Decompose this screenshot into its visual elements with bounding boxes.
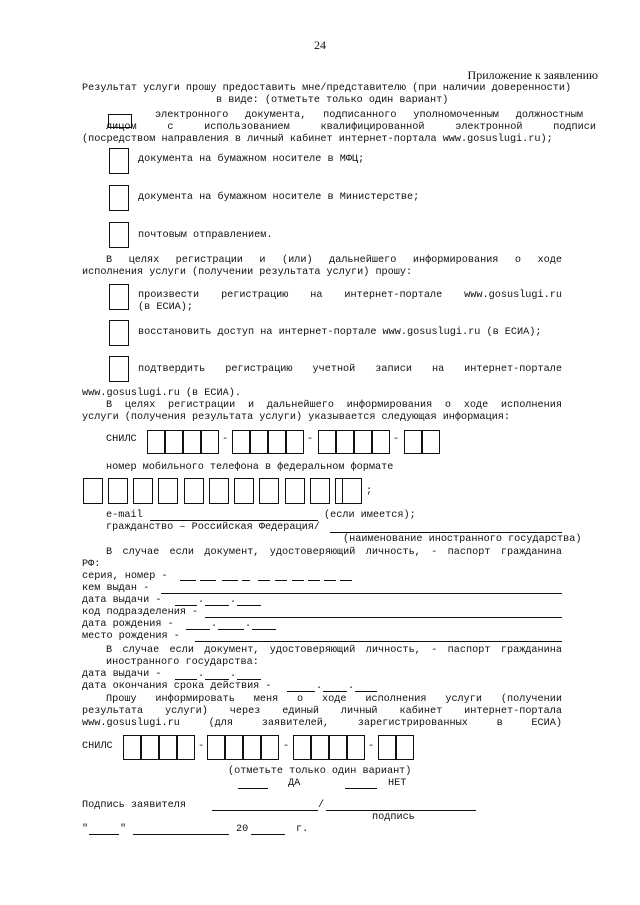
notify-snils-digit-box[interactable] xyxy=(207,735,225,760)
number-digit-line[interactable] xyxy=(292,580,304,581)
date-dot: . xyxy=(245,619,252,630)
number-digit-line[interactable] xyxy=(308,580,320,581)
notify-snils-digit-box[interactable] xyxy=(243,735,261,760)
snils-digit-box[interactable] xyxy=(165,430,183,454)
foreign-issue-day-line[interactable] xyxy=(175,679,197,680)
checkbox-post[interactable] xyxy=(109,222,129,248)
foreign-issue-month-line[interactable] xyxy=(205,679,229,680)
registration-intro-1: В целях регистрации и (или) дальнейшего информирования о ходе xyxy=(106,255,562,266)
opt-confirm-1: подтвердить регистрацию учетной записи на интернет-портале xyxy=(138,364,562,375)
expiry-date-label: дата окончания срока действия - xyxy=(82,681,272,692)
sign-day-line[interactable] xyxy=(89,834,119,835)
signature-input-line[interactable] xyxy=(212,810,318,811)
snils-digit-box[interactable] xyxy=(201,430,219,454)
yes-mark-line[interactable] xyxy=(238,788,268,789)
info-intro-1: В целях регистрации и дальнейшего информирования о ходе исполнения xyxy=(106,400,562,411)
checkbox-ministry[interactable] xyxy=(109,185,129,211)
phone-digit-box[interactable] xyxy=(209,478,229,504)
notify-snils-separator: - xyxy=(198,741,205,752)
notify-snils-digit-box[interactable] xyxy=(225,735,243,760)
birth-year-line[interactable] xyxy=(252,629,276,630)
opt-electronic-3: (посредством направления в личный кабинет интернет-портала www.gosuslugi.ru); xyxy=(82,134,553,145)
date-quote-open: " xyxy=(82,824,89,835)
result-line-1: Результат услуги прошу предоставить мне/представителю (при наличии доверенности) xyxy=(82,83,572,94)
phone-digit-box[interactable] xyxy=(158,478,178,504)
phone-digit-box[interactable] xyxy=(108,478,128,504)
passport-foreign-intro-2: иностранного государства: xyxy=(106,657,259,668)
phone-digit-box[interactable] xyxy=(342,478,362,504)
series-digit-line[interactable] xyxy=(242,580,250,581)
date-quote-close: " xyxy=(120,824,127,835)
year-suffix: г. xyxy=(296,824,309,835)
snils-digit-box[interactable] xyxy=(147,430,165,454)
snils-separator: - xyxy=(222,434,229,445)
snils-separator: - xyxy=(393,434,400,445)
sign-year-line[interactable] xyxy=(251,834,285,835)
notify-snils-digit-box[interactable] xyxy=(329,735,347,760)
notify-snils-digit-box[interactable] xyxy=(261,735,279,760)
phone-digit-box[interactable] xyxy=(234,478,254,504)
signature-label: Подпись заявителя xyxy=(82,800,186,811)
issue-year-line[interactable] xyxy=(237,605,261,606)
subdivision-code-label: код подразделения - xyxy=(82,607,199,618)
email-input-line[interactable] xyxy=(150,520,318,521)
citizenship-label: гражданство – Российская Федерация/ xyxy=(106,522,320,533)
snils-digit-box[interactable] xyxy=(372,430,390,454)
expiry-day-line[interactable] xyxy=(287,691,315,692)
notify-snils-separator: - xyxy=(368,741,375,752)
notify-line-3: www.gosuslugi.ru (для заявителей, зарегистрированных в ЕСИА) xyxy=(82,718,562,729)
snils-digit-box[interactable] xyxy=(183,430,201,454)
appendix-header: Приложение к заявлению xyxy=(467,68,598,82)
checkbox-register[interactable] xyxy=(109,284,129,310)
date-dot: . xyxy=(198,595,205,606)
notify-snils-digit-box[interactable] xyxy=(159,735,177,760)
notify-line-1: Прошу информировать меня о ходе исполнения услуги (получении xyxy=(106,694,562,705)
notify-snils-digit-box[interactable] xyxy=(347,735,365,760)
birth-place-input-line[interactable] xyxy=(195,641,562,642)
phone-digit-box[interactable] xyxy=(184,478,204,504)
result-line-2: в виде: (отметьте только один вариант) xyxy=(216,95,449,106)
signature-slash: / xyxy=(318,800,325,811)
birth-month-line[interactable] xyxy=(218,629,244,630)
snils-digit-box[interactable] xyxy=(232,430,250,454)
issue-month-line[interactable] xyxy=(205,605,229,606)
opt-electronic-1: электронного документа, подписанного уполномоченным должностным xyxy=(155,110,583,121)
expiry-year-line[interactable] xyxy=(355,691,377,692)
date-dot: . xyxy=(230,669,237,680)
registration-intro-2: исполнения услуги (получении результата услуги) прошу: xyxy=(82,267,413,278)
phone-digit-box[interactable] xyxy=(285,478,305,504)
date-dot: . xyxy=(230,595,237,606)
number-digit-line[interactable] xyxy=(340,580,352,581)
notify-snils-digit-box[interactable] xyxy=(378,735,396,760)
snils-digit-box[interactable] xyxy=(422,430,440,454)
no-mark-line[interactable] xyxy=(345,788,377,789)
expiry-month-line[interactable] xyxy=(323,691,347,692)
issue-day-line[interactable] xyxy=(175,605,197,606)
series-label: серия, номер - xyxy=(82,571,168,582)
phone-digit-box[interactable] xyxy=(310,478,330,504)
phone-digit-box[interactable] xyxy=(259,478,279,504)
snils-digit-box[interactable] xyxy=(336,430,354,454)
subdivision-code-input-line[interactable] xyxy=(205,617,562,618)
passport-foreign-intro-1: В случае если документ, удостоверяющий личность, - паспорт гражданина xyxy=(106,645,562,656)
series-digit-line[interactable] xyxy=(222,580,238,581)
opt-ministry: документа на бумажном носителе в Министерстве; xyxy=(138,192,420,203)
sign-month-line[interactable] xyxy=(133,834,229,835)
opt-restore: восстановить доступ на интернет-портале www.gosuslugi.ru (в ЕСИА); xyxy=(138,327,542,338)
notify-snils-digit-box[interactable] xyxy=(396,735,414,760)
number-digit-line[interactable] xyxy=(258,580,270,581)
issued-by-label: кем выдан - xyxy=(82,583,150,594)
opt-register-1: произвести регистрацию на интернет-портале www.gosuslugi.ru xyxy=(138,290,562,301)
passport-rf-intro-1: В случае если документ, удостоверяющий личность, - паспорт гражданина xyxy=(106,547,562,558)
passport-rf-intro-2: РФ: xyxy=(82,559,101,570)
issued-by-input-line[interactable] xyxy=(161,593,562,594)
signature-caption: подпись xyxy=(372,812,415,823)
page-number: 24 xyxy=(314,38,326,52)
opt-confirm-2: www.gosuslugi.ru (в ЕСИА). xyxy=(82,388,241,399)
notify-snils-digit-box[interactable] xyxy=(141,735,159,760)
phone-end-semicolon: ; xyxy=(366,486,373,497)
notify-snils-label: СНИЛС xyxy=(82,741,113,752)
snils-digit-box[interactable] xyxy=(250,430,268,454)
yes-label: ДА xyxy=(288,778,301,789)
opt-electronic-2: лицом с использованием квалифицированной электронной подписи xyxy=(106,122,596,133)
foreign-state-caption: (наименование иностранного государства) xyxy=(343,534,582,545)
notify-snils-digit-box[interactable] xyxy=(177,735,195,760)
notify-choose-note: (отметьте только один вариант) xyxy=(228,766,412,777)
notify-snils-digit-box[interactable] xyxy=(311,735,329,760)
opt-post: почтовым отправлением. xyxy=(138,230,273,241)
snils-label: СНИЛС xyxy=(106,434,137,445)
date-dot: . xyxy=(211,619,218,630)
checkbox-mfc[interactable] xyxy=(109,148,129,174)
foreign-issue-date-label: дата выдачи - xyxy=(82,669,162,680)
year-prefix: 20 xyxy=(236,824,249,835)
phone-digit-box[interactable] xyxy=(83,478,103,504)
date-dot: . xyxy=(316,681,323,692)
signature-name-line[interactable] xyxy=(326,810,476,811)
email-label: e-mail xyxy=(106,510,143,521)
birth-day-line[interactable] xyxy=(186,629,210,630)
number-digit-line[interactable] xyxy=(324,580,336,581)
checkbox-restore[interactable] xyxy=(109,320,129,346)
email-note: (если имеется); xyxy=(324,510,416,521)
opt-mfc: документа на бумажном носителе в МФЦ; xyxy=(138,154,365,165)
series-digit-line[interactable] xyxy=(200,580,216,581)
phone-label: номер мобильного телефона в федеральном формате xyxy=(106,462,394,473)
opt-register-2: (в ЕСИА); xyxy=(138,302,194,313)
notify-snils-separator: - xyxy=(283,741,290,752)
series-digit-line[interactable] xyxy=(180,580,196,581)
snils-digit-box[interactable] xyxy=(286,430,304,454)
foreign-state-input-line[interactable] xyxy=(330,532,562,533)
number-digit-line[interactable] xyxy=(275,580,287,581)
info-intro-2: услуги (получения результата услуги) указывается следующая информация: xyxy=(82,412,510,423)
snils-separator: - xyxy=(307,434,314,445)
date-dot: . xyxy=(348,681,355,692)
notify-line-2: результата услуги) через единый личный кабинет интернет-портала xyxy=(82,706,562,717)
phone-digit-box[interactable] xyxy=(133,478,153,504)
snils-digit-box[interactable] xyxy=(404,430,422,454)
no-label: НЕТ xyxy=(388,778,407,789)
checkbox-confirm[interactable] xyxy=(109,356,129,382)
notify-snils-digit-box[interactable] xyxy=(123,735,141,760)
date-dot: . xyxy=(198,669,205,680)
birth-date-label: дата рождения - xyxy=(82,619,174,630)
snils-digit-box[interactable] xyxy=(354,430,372,454)
notify-snils-digit-box[interactable] xyxy=(293,735,311,760)
snils-digit-box[interactable] xyxy=(268,430,286,454)
snils-digit-box[interactable] xyxy=(318,430,336,454)
foreign-issue-year-line[interactable] xyxy=(237,679,261,680)
issue-date-label: дата выдачи - xyxy=(82,595,162,606)
birth-place-label: место рождения - xyxy=(82,631,180,642)
